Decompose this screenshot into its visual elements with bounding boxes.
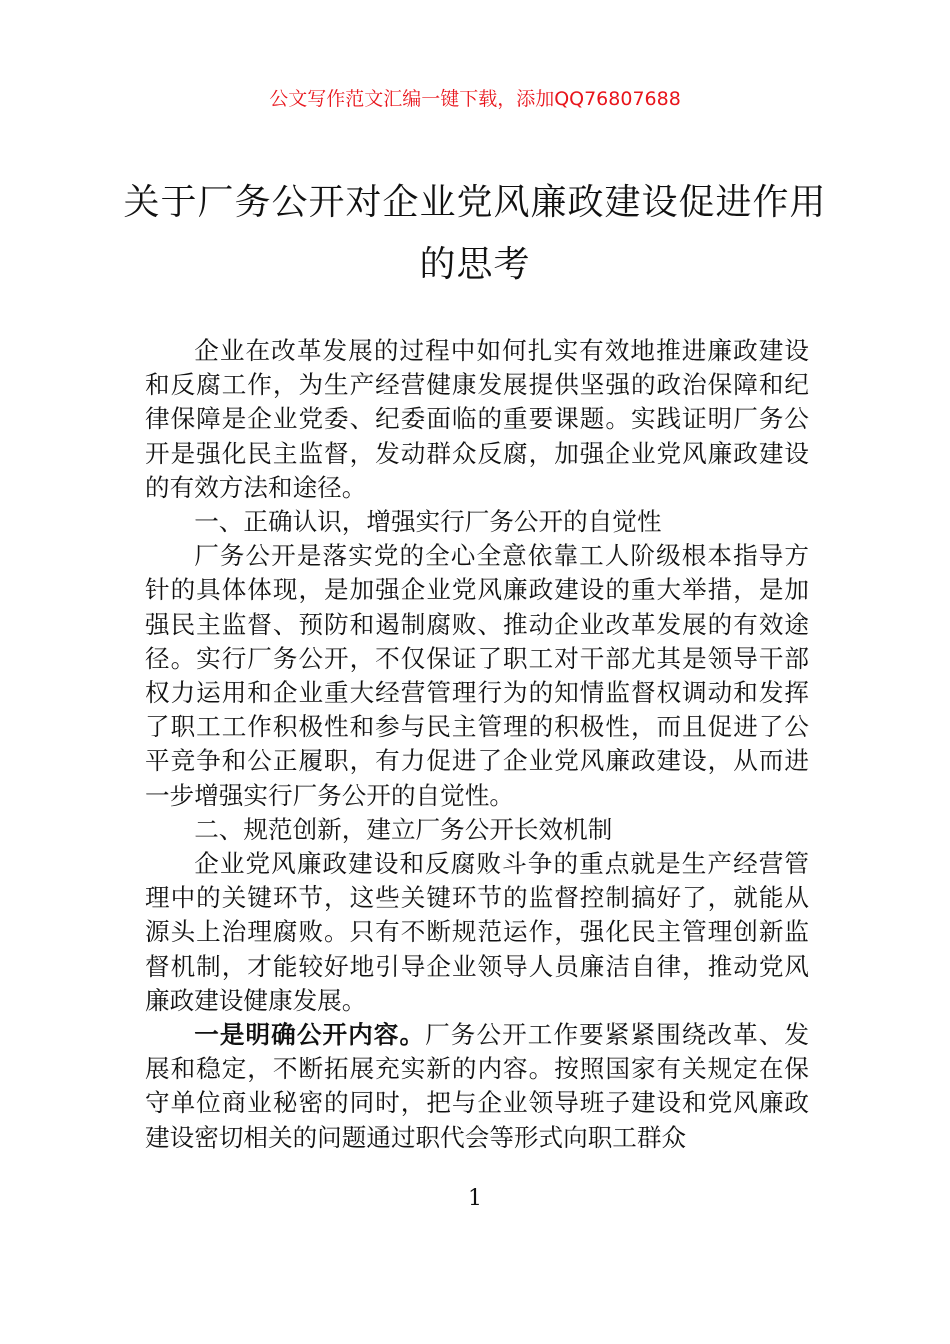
document-body — [145, 334, 809, 1155]
paragraph-intro: 企业在改革发展的过程中如何扎实有效地推进廉政建设和反腐工作，为生产经营健康发展提供坚强的政治保障和纪律保障是企业党委、纪委面临的重要课题。实践证明厂务公开是强化民主监督，发动群众反腐，加强企业党风廉政建设的有效方法和途径。 — [145, 336, 809, 502]
page-number: 1 — [468, 1186, 482, 1211]
paragraph-section-1: 厂务公开是落实党的全心全意依靠工人阶级根本指导方针的具体体现，是加强企业党风廉政建设的重大举措，是加强民主监督、预防和遏制腐败、推动企业改革发展的有效途径。实行厂务公开，不仅保证了职工对干部尤其是领导干部权力运用和企业重大经营管理行为的知情监督权调动和发挥了职工工作积极性和参与民主管理的积极性，而且促进了公平竞争和公正履职，有力促进了企业党风廉政建设，从而进一步增强实行厂务公开的自觉性。 — [145, 541, 809, 810]
section-heading-1: 一、正确认识，增强实行厂务公开的自觉性 — [194, 507, 662, 537]
document-title: 关于厂务公开对企业党风廉政建设促进作用的思考 — [123, 182, 827, 285]
section-heading-2: 二、规范创新，建立厂务公开长效机制 — [194, 814, 613, 844]
point-text: 厂务公开工作要紧紧围绕改革、发展和稳定，不断拓展充实新的内容。按照国家有关规定在保守单位商业秘密的同时，把与企业领导班子建设和党风廉政建设密切相关的问题通过职代会等形式向职工群众 — [145, 1020, 809, 1152]
paragraph-point-1 — [145, 1018, 809, 1155]
paragraph-section-2: 企业党风廉政建设和反腐败斗争的重点就是生产经营管理中的关键环节，这些关键环节的监督控制搞好了，就能从源头上治理腐败。只有不断规范运作，强化民主管理创新监督机制，才能较好地引导企业领导人员廉洁自律，推动党风廉政建设健康发展。 — [145, 849, 809, 1015]
promo-header: 公文写作范文汇编一键下载，添加QQ76807688 — [269, 88, 681, 110]
bold-lead: 一是明确公开内容。 — [194, 1020, 426, 1050]
